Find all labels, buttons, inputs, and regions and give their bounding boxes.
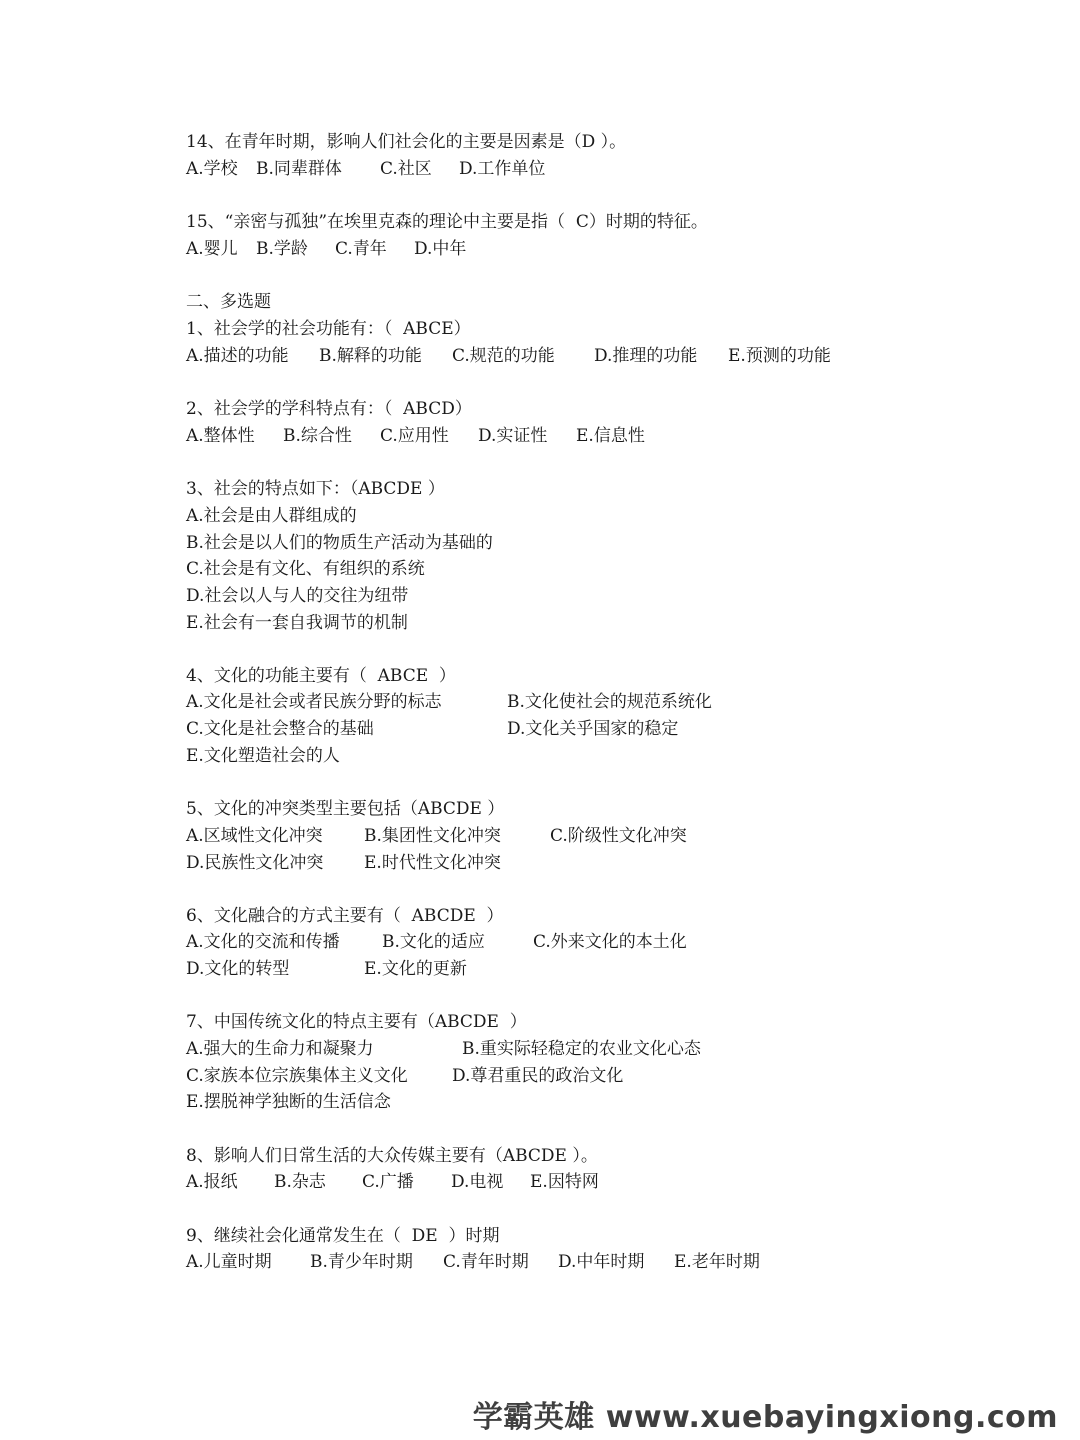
q14-option-b: B.同辈群体	[256, 159, 342, 179]
multi-7-stem: 7、中国传统文化的特点主要有（ABCDE ）	[186, 1012, 527, 1032]
m1-option-a: A.描述的功能	[186, 346, 289, 366]
m4-option-d: D.文化关乎国家的稳定	[507, 719, 679, 739]
m9-option-a: A.儿童时期	[186, 1252, 272, 1272]
question-15-stem: 15、“亲密与孤独”在埃里克森的理论中主要是指（ C）时期的特征。	[186, 212, 708, 232]
m3-option-e: E.社会有一套自我调节的机制	[186, 613, 408, 633]
multi-9-stem: 9、继续社会化通常发生在（ DE ）时期	[186, 1226, 500, 1246]
m2-option-c: C.应用性	[380, 426, 449, 446]
multi-8-stem: 8、影响人们日常生活的大众传媒主要有（ABCDE ）。	[186, 1146, 598, 1166]
m2-option-d: D.实证性	[478, 426, 548, 446]
m4-option-c: C.文化是社会整合的基础	[186, 719, 374, 739]
m3-option-d: D.社会以人与人的交往为纽带	[186, 586, 409, 606]
m3-option-b: B.社会是以人们的物质生产活动为基础的	[186, 533, 493, 553]
site-watermark: 学霸英雄 www.xuebayingxiong.com	[472, 1400, 1058, 1435]
m6-option-b: B.文化的适应	[382, 932, 485, 952]
m1-option-b: B.解释的功能	[319, 346, 422, 366]
q14-option-d: D.工作单位	[459, 159, 546, 179]
m1-option-d: D.推理的功能	[594, 346, 698, 366]
multi-6-stem: 6、文化融合的方式主要有（ ABCDE ）	[186, 906, 504, 926]
m5-option-b: B.集团性文化冲突	[364, 826, 501, 846]
multi-1-stem: 1、社会学的社会功能有：（ ABCE）	[186, 319, 471, 339]
m9-option-b: B.青少年时期	[310, 1252, 413, 1272]
m6-option-a: A.文化的交流和传播	[186, 932, 340, 952]
question-14-stem: 14、在青年时期，影响人们社会化的主要是因素是（D ）。	[186, 132, 627, 152]
q15-option-a: A.婴儿	[186, 239, 238, 259]
m8-option-c: C.广播	[362, 1172, 414, 1192]
m8-option-d: D.电视	[451, 1172, 504, 1192]
m5-option-e: E.时代性文化冲突	[364, 853, 501, 873]
m6-option-e: E.文化的更新	[364, 959, 467, 979]
q15-option-d: D.中年	[414, 239, 467, 259]
m7-option-a: A.强大的生命力和凝聚力	[186, 1039, 374, 1059]
multi-4-stem: 4、文化的功能主要有（ ABCE ）	[186, 666, 456, 686]
q15-option-b: B.学龄	[256, 239, 308, 259]
q15-option-c: C.青年	[335, 239, 387, 259]
m2-option-a: A.整体性	[186, 426, 255, 446]
multi-5-stem: 5、文化的冲突类型主要包括（ABCDE ）	[186, 799, 505, 819]
m5-option-c: C.阶级性文化冲突	[550, 826, 687, 846]
m3-option-a: A.社会是由人群组成的	[186, 506, 357, 526]
multi-3-stem: 3、社会的特点如下：（ABCDE ）	[186, 479, 445, 499]
m7-option-d: D.尊君重民的政治文化	[452, 1066, 624, 1086]
m9-option-d: D.中年时期	[558, 1252, 645, 1272]
m6-option-d: D.文化的转型	[186, 959, 290, 979]
m7-option-b: B.重实际轻稳定的农业文化心态	[462, 1039, 701, 1059]
m4-option-e: E.文化塑造社会的人	[186, 746, 340, 766]
m6-option-c: C.外来文化的本土化	[533, 932, 687, 952]
m8-option-a: A.报纸	[186, 1172, 238, 1192]
m4-option-a: A.文化是社会或者民族分野的标志	[186, 692, 442, 712]
m1-option-e: E.预测的功能	[728, 346, 831, 366]
m8-option-e: E.因特网	[530, 1172, 599, 1192]
multi-2-stem: 2、社会学的学科特点有：（ ABCD）	[186, 399, 472, 419]
m2-option-e: E.信息性	[576, 426, 645, 446]
section-heading: 二、多选题	[186, 292, 271, 312]
m9-option-c: C.青年时期	[443, 1252, 529, 1272]
m7-option-e: E.摆脱神学独断的生活信念	[186, 1092, 391, 1112]
m5-option-d: D.民族性文化冲突	[186, 853, 324, 873]
m8-option-b: B.杂志	[274, 1172, 326, 1192]
m1-option-c: C.规范的功能	[452, 346, 555, 366]
m7-option-c: C.家族本位宗族集体主义文化	[186, 1066, 408, 1086]
m4-option-b: B.文化使社会的规范系统化	[507, 692, 712, 712]
m5-option-a: A.区域性文化冲突	[186, 826, 323, 846]
m3-option-c: C.社会是有文化、有组织的系统	[186, 559, 425, 579]
m2-option-b: B.综合性	[283, 426, 352, 446]
q14-option-a: A.学校	[186, 159, 238, 179]
m9-option-e: E.老年时期	[674, 1252, 760, 1272]
q14-option-c: C.社区	[380, 159, 432, 179]
